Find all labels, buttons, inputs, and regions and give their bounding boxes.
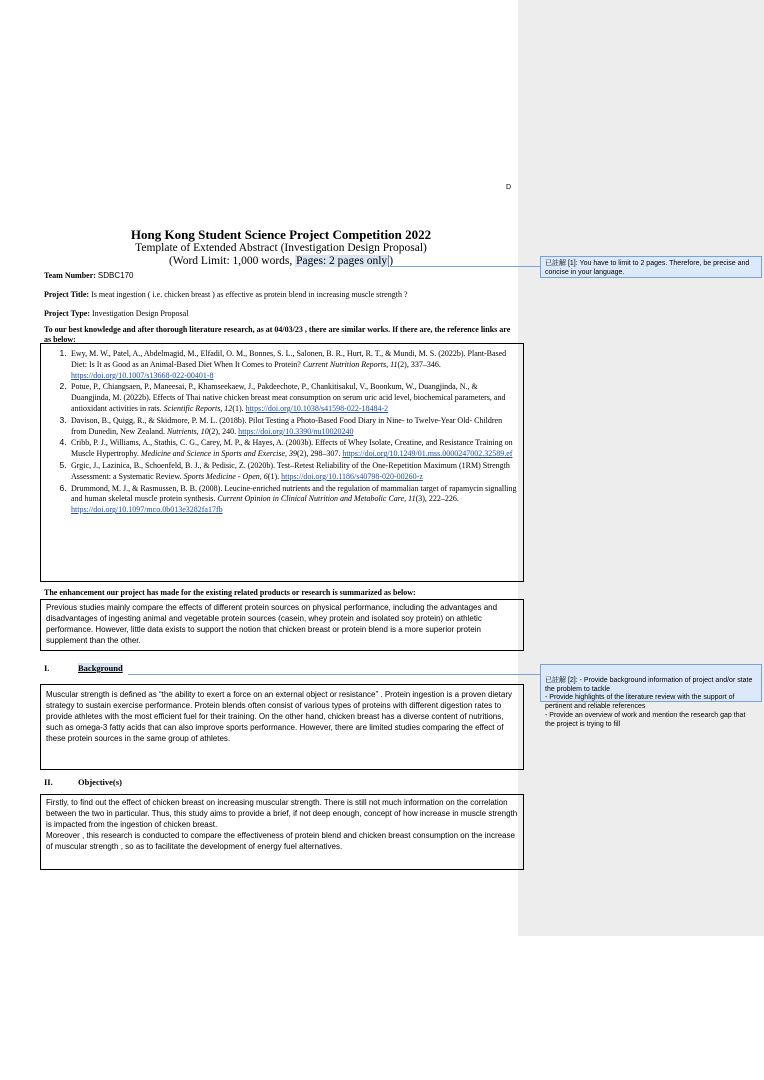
comment-connector-2 xyxy=(128,674,540,675)
word-limit-prefix: (Word Limit: 1,000 words, xyxy=(168,254,296,267)
reference-link[interactable]: https://doi.org/10.3390/nu10020240 xyxy=(238,426,354,436)
background-number: I. xyxy=(44,663,50,673)
reference-link[interactable]: https://doi.org/10.1249/01.mss.0000247002.32589.ef xyxy=(342,449,513,459)
reference-item: 1. Ewy, M. W., Patel, A., Abdelmagid, M., Elfadil, O. M., Bonnes, S. L., Salonen, B. R., Hurt, R. T., & Mundi, M. S. (2022b). Plant-Based Diet: Is It as Good as an Animal-Based Diet When It Comes to Protein? Current Nutrition Reports, 11(2), 337–346. https://doi.org/10.1007/s13668-022-00401-8 xyxy=(69,348,517,381)
project-type-label: Project Type: xyxy=(44,309,90,318)
team-number-label: Team Number: xyxy=(44,271,96,280)
background-heading xyxy=(44,663,123,673)
reference-item: 6. Drummond, M. J., & Rasmussen, B. B. (2008). Leucine-enriched nutrients and the regulation of mammalian target of rapamycin signalling and human skeletal muscle protein synthesis. Current Opinion in Clinical Nutrition and Metabolic Care, 11(3), 222–226. https://doi.org/10.1097/mco.0b013e3282fa17fb xyxy=(69,483,517,516)
objectives-number: II. xyxy=(44,777,53,787)
references-box xyxy=(40,343,524,582)
team-number-value: SDBC170 xyxy=(97,271,134,280)
objectives-title: Objective(s) xyxy=(78,777,122,787)
word-limit-suffix: ) xyxy=(389,254,394,267)
reference-list xyxy=(41,348,517,516)
project-type-line xyxy=(44,309,518,319)
background-box: Muscular strength is defined as “the ability to exert a force on an external object or resistance” . Protein ingestion is a proven dietary strategy to sustain exercise performance. Protein blends often consist of various types of proteins with different digestion rates to provide athletes with the most efficient fuel for their training. On the other hand, chicken breast has a diverse content of nutritions, such as omega-3 fatty acids that can also improve sports performance. However, there are limited studies comparing the effect of these protein sources in the same group of athletes. xyxy=(40,684,524,770)
reference-item: 5. Grgic, J., Lazinica, B., Schoenfeld, B. J., & Pedisic, Z. (2020b). Test–Retest Reliability of the One-Repetition Maximum (1RM) Strength Assessment: a Systematic Review. Sports Medicine - Open, 6(1). https://doi.org/10.1186/s40798-020-00260-z xyxy=(69,460,517,483)
reference-item: 4. Cribb, P. J., Williams, A., Stathis, C. G., Carey, M. P., & Hayes, A. (2003b). Effects of Whey Isolate, Creatine, and Resistance Training on Muscle Hypertrophy. Medicine and Science in Sports and Exercise, 39(2), 298–307. https://doi.org/10.1249/01.mss.0000247002.32589.ef xyxy=(69,437,517,460)
comment-2-label: 已註解 [2]: xyxy=(545,676,578,684)
similar-works-intro: To our best knowledge and after thorough literature research, as at 04/03/23 , there are similar works. If there are, the reference links are as below: xyxy=(44,325,511,344)
comment-2-text: - Provide background information of project and/or state the problem to tackle - Provide highlights of the literature review with the support of pertinent and reliable references - Provide an overview of work and mention the research gap that the project is trying to fill xyxy=(545,676,753,728)
project-title-line xyxy=(44,290,518,300)
comment-1-label: 已註解 [1]: xyxy=(545,260,578,267)
objective-paragraph-1: Firstly, to find out the effect of chicken breast on increasing muscular strength. There is still not much information on the correlation between the two in particular. Thus, this study aims to provide a brief, if not deep enough, concept of how increase in muscle strength is impacted from the ingestion of chicken breast. xyxy=(46,798,518,829)
project-title-value: Is meat ingestion ( i.e. chicken breast ) as effective as protein blend in increasing muscle strength ? xyxy=(91,290,408,299)
competition-title: Hong Kong Student Science Project Competition 2022 xyxy=(130,227,432,242)
template-subtitle: Template of Extended Abstract (Investigation Design Proposal) xyxy=(135,242,427,254)
reference-item: 3. Davison, B., Quigg, R., & Skidmore, P. M. L. (2018b). Pilot Testing a Photo-Based Food Diary in Nine- to Twelve-Year Old- Children from Dunedin, New Zealand. Nutrients, 10(2), 240. https://doi.org/10.3390/nu10020240 xyxy=(69,415,517,438)
reference-item: 2. Potue, P., Chiangsaen, P., Maneesai, P., Khamseekaew, J., Pakdeechote, P., Chankitisakul, V., Boonkum, W., Duangjinda, N., & Duangjinda, M. (2022b). Effects of Thai native chicken breast meat consumption on serum uric acid level, biochemical parameters, and antioxidant activities in rats. Scientific Reports, 12(1). https://doi.org/10.1038/s41598-022-18484-2 xyxy=(69,381,517,414)
reference-link[interactable]: https://doi.org/10.1038/s41598-022-18484-2 xyxy=(245,403,389,413)
comment-connector-1 xyxy=(390,266,540,267)
comment-1[interactable] xyxy=(540,256,762,278)
reference-link[interactable]: https://doi.org/10.1097/mco.0b013e3282fa17fb xyxy=(71,505,223,515)
team-number-line xyxy=(44,271,518,281)
comment-2[interactable] xyxy=(540,664,762,728)
objective-paragraph-2: Moreover , this research is conducted to compare the effectiveness of protein blend and chicken breast consumption on the increase of muscular strength , so as to facilitate the development of energy fuel alternatives. xyxy=(46,831,516,851)
comments-sidebar xyxy=(518,0,764,936)
enhancement-box: Previous studies mainly compare the effects of different protein sources on physical performance, including the advantages and disadvantages of ingesting animal and vegetable protein sources (casein, whey protein and isolated soy protein) on athletic performance. However, little data exists to support the notion that chicken breast or protein blend is a more superior protein supplement than the other. xyxy=(40,599,524,651)
reference-link[interactable]: https://doi.org/10.1007/s13668-022-00401-8 xyxy=(71,370,214,380)
objectives-box xyxy=(40,794,524,870)
objectives-heading xyxy=(44,777,122,787)
title-block xyxy=(44,228,518,267)
background-title[interactable]: Background xyxy=(78,663,123,673)
page-mark: D xyxy=(506,184,512,191)
reference-link[interactable]: https://doi.org/10.1186/s40798-020-00260-z xyxy=(281,471,423,481)
project-type-value: Investigation Design Proposal xyxy=(91,309,189,318)
page-limit-highlight[interactable]: Pages: 2 pages only xyxy=(296,254,388,267)
project-title-label: Project Title: xyxy=(44,290,90,299)
enhancement-heading: The enhancement our project has made for the existing related products or research is summarized as below: xyxy=(44,588,416,597)
comment-1-text: You have to limit to 2 pages. Therefore, be precise and concise in your language. xyxy=(545,260,750,276)
